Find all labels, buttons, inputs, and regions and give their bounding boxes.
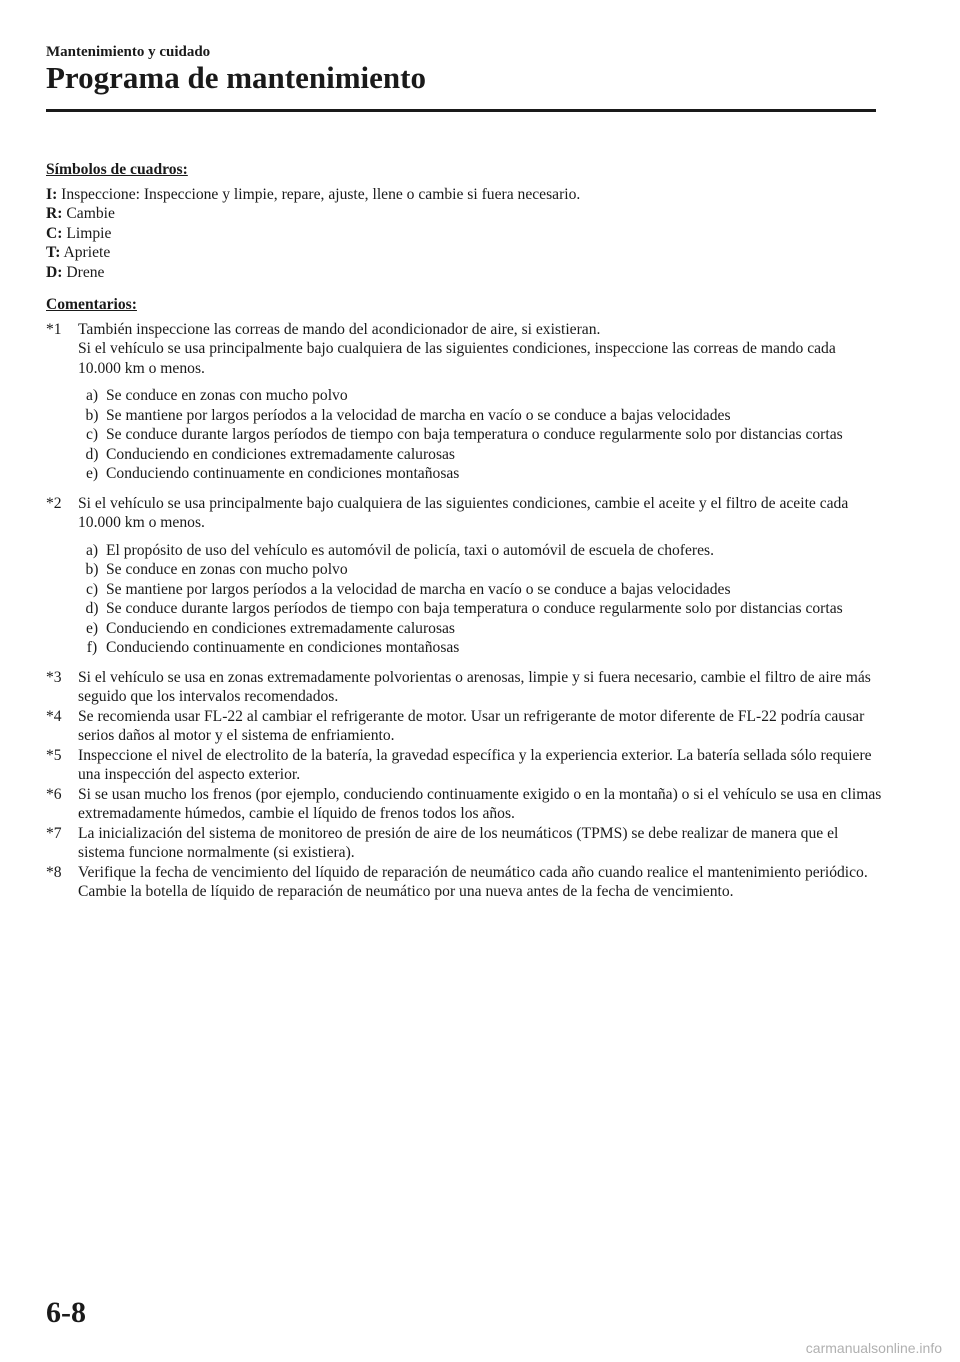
- note-text: Si el vehículo se usa principalmente bajo cualquiera de las siguientes condiciones, cambie el aceite y el filtro de aceite cada 10.000 km o menos.: [78, 494, 849, 531]
- condition-letter: d): [85, 600, 99, 617]
- condition-item: [78, 464, 882, 484]
- note-text: Se recomienda usar FL-22 al cambiar el refrigerante de motor. Usar un refrigerante de motor diferente de FL-22 podría causar serios daños al motor y el sistema de enfriamiento.: [78, 707, 865, 744]
- condition-item: [78, 580, 882, 600]
- note-marker: *8: [46, 863, 62, 881]
- symbol-code: D:: [46, 263, 63, 281]
- symbol-code: R:: [46, 205, 63, 222]
- symbols-heading: Símbolos de cuadros:: [46, 161, 188, 178]
- condition-letter: b): [85, 406, 99, 424]
- symbol-item: [46, 243, 882, 263]
- condition-item: [78, 560, 882, 580]
- note-marker: *6: [46, 785, 62, 803]
- note-text: Inspeccione el nivel de electrolito de la batería, la gravedad específica y la experiencia exterior. La batería sellada sólo requiere una inspección del aspecto exterior.: [78, 746, 872, 783]
- comment-note: [46, 707, 882, 746]
- symbol-item: [46, 263, 882, 283]
- condition-list: [46, 386, 882, 484]
- condition-letter: c): [85, 580, 99, 598]
- title-divider: [46, 109, 876, 112]
- note-marker: *2: [46, 494, 62, 512]
- condition-letter: f): [86, 639, 98, 656]
- note-text: La inicialización del sistema de monitoreo de presión de aire de los neumáticos (TPMS) se debe realizar de manera que el sistema funcione normalmente (si existiera).: [78, 824, 839, 861]
- comment-note: [46, 494, 882, 533]
- note-text: Si el vehículo se usa principalmente bajo cualquiera de las siguientes condiciones, inspeccione las correas de mando cada 10.000 km o menos.: [78, 340, 836, 377]
- condition-text: Conduciendo continuamente en condiciones montañosas: [106, 465, 460, 482]
- note-marker: *1: [46, 320, 62, 338]
- condition-text: Se mantiene por largos períodos a la velocidad de marcha en vacío o se conduce a bajas velocidades: [106, 580, 731, 598]
- condition-list: [46, 541, 882, 658]
- watermark: carmanualsonline.info: [805, 1340, 942, 1356]
- comment-note: [46, 320, 882, 379]
- condition-text: Conduciendo continuamente en condiciones montañosas: [106, 639, 460, 656]
- symbol-text: Apriete: [63, 244, 111, 261]
- condition-text: Se conduce durante largos períodos de tiempo con baja temperatura o conduce regularmente solo por distancias cortas: [106, 426, 843, 443]
- condition-item: [78, 445, 882, 465]
- symbol-text: Drene: [66, 263, 105, 281]
- symbol-code: T:: [46, 244, 61, 261]
- note-text: También inspeccione las correas de mando del acondicionador de aire, si existieran.: [78, 320, 601, 338]
- condition-letter: b): [85, 561, 99, 578]
- section-label: Mantenimiento y cuidado: [46, 44, 211, 60]
- symbol-text: Inspeccione: Inspeccione y limpie, repare, ajuste, llene o cambie si fuera necesario.: [61, 185, 581, 203]
- symbol-item: [46, 204, 882, 224]
- condition-text: Conduciendo en condiciones extremadamente calurosas: [106, 445, 456, 463]
- symbol-item: [46, 185, 882, 205]
- condition-item: [78, 638, 882, 658]
- condition-item: [78, 425, 882, 445]
- condition-letter: a): [85, 387, 99, 404]
- note-text: Si se usan mucho los frenos (por ejemplo, conduciendo continuamente exigido o en la montaña) o si el vehículo se usa en climas extremadamente húmedos, cambie el líquido de frenos todos los años.: [78, 785, 882, 822]
- condition-item: [78, 406, 882, 426]
- note-marker: *5: [46, 746, 62, 764]
- condition-item: [78, 541, 882, 561]
- condition-item: [78, 619, 882, 639]
- condition-letter: e): [85, 619, 99, 637]
- comments-heading: Comentarios:: [46, 296, 137, 313]
- comment-note: [46, 785, 882, 824]
- note-marker: *4: [46, 707, 62, 725]
- comment-note: [46, 746, 882, 785]
- condition-text: Se conduce durante largos períodos de tiempo con baja temperatura o conduce regularmente solo por distancias cortas: [106, 600, 843, 617]
- symbols-list: [46, 185, 882, 283]
- condition-letter: d): [85, 445, 99, 463]
- symbol-item: [46, 224, 882, 244]
- page-number: 6-8: [46, 1296, 86, 1329]
- content-body: [46, 160, 882, 902]
- note-text: Si el vehículo se usa en zonas extremadamente polvorientas o arenosas, limpie y si fuera necesario, cambie el filtro de aire más seguido que los intervalos recomendados.: [78, 668, 871, 705]
- condition-text: El propósito de uso del vehículo es automóvil de policía, taxi o automóvil de escuela de choferes.: [106, 541, 714, 559]
- condition-item: [78, 386, 882, 406]
- comment-note: [46, 824, 882, 863]
- symbol-code: I:: [46, 185, 58, 203]
- note-marker: *3: [46, 668, 62, 686]
- condition-text: Se conduce en zonas con mucho polvo: [106, 387, 348, 404]
- condition-letter: a): [85, 541, 99, 559]
- condition-text: Conduciendo en condiciones extremadamente calurosas: [106, 619, 456, 637]
- condition-text: Se conduce en zonas con mucho polvo: [106, 561, 348, 578]
- note-marker: *7: [46, 824, 62, 842]
- comment-note: [46, 668, 882, 707]
- symbol-text: Cambie: [66, 205, 115, 222]
- condition-item: [78, 599, 882, 619]
- note-text: Verifique la fecha de vencimiento del líquido de reparación de neumático cada año cuando realice el mantenimiento periódico. Cambie la botella de líquido de reparación de neumático por una nueva antes de la fecha de vencimiento.: [78, 863, 868, 900]
- condition-letter: e): [85, 465, 99, 482]
- condition-letter: c): [85, 426, 99, 443]
- symbol-code: C:: [46, 224, 63, 242]
- comment-note: [46, 863, 882, 902]
- symbol-text: Limpie: [66, 224, 112, 242]
- condition-text: Se mantiene por largos períodos a la velocidad de marcha en vacío o se conduce a bajas velocidades: [106, 406, 731, 424]
- note-body: [78, 320, 882, 379]
- page-title: Programa de mantenimiento: [46, 60, 426, 95]
